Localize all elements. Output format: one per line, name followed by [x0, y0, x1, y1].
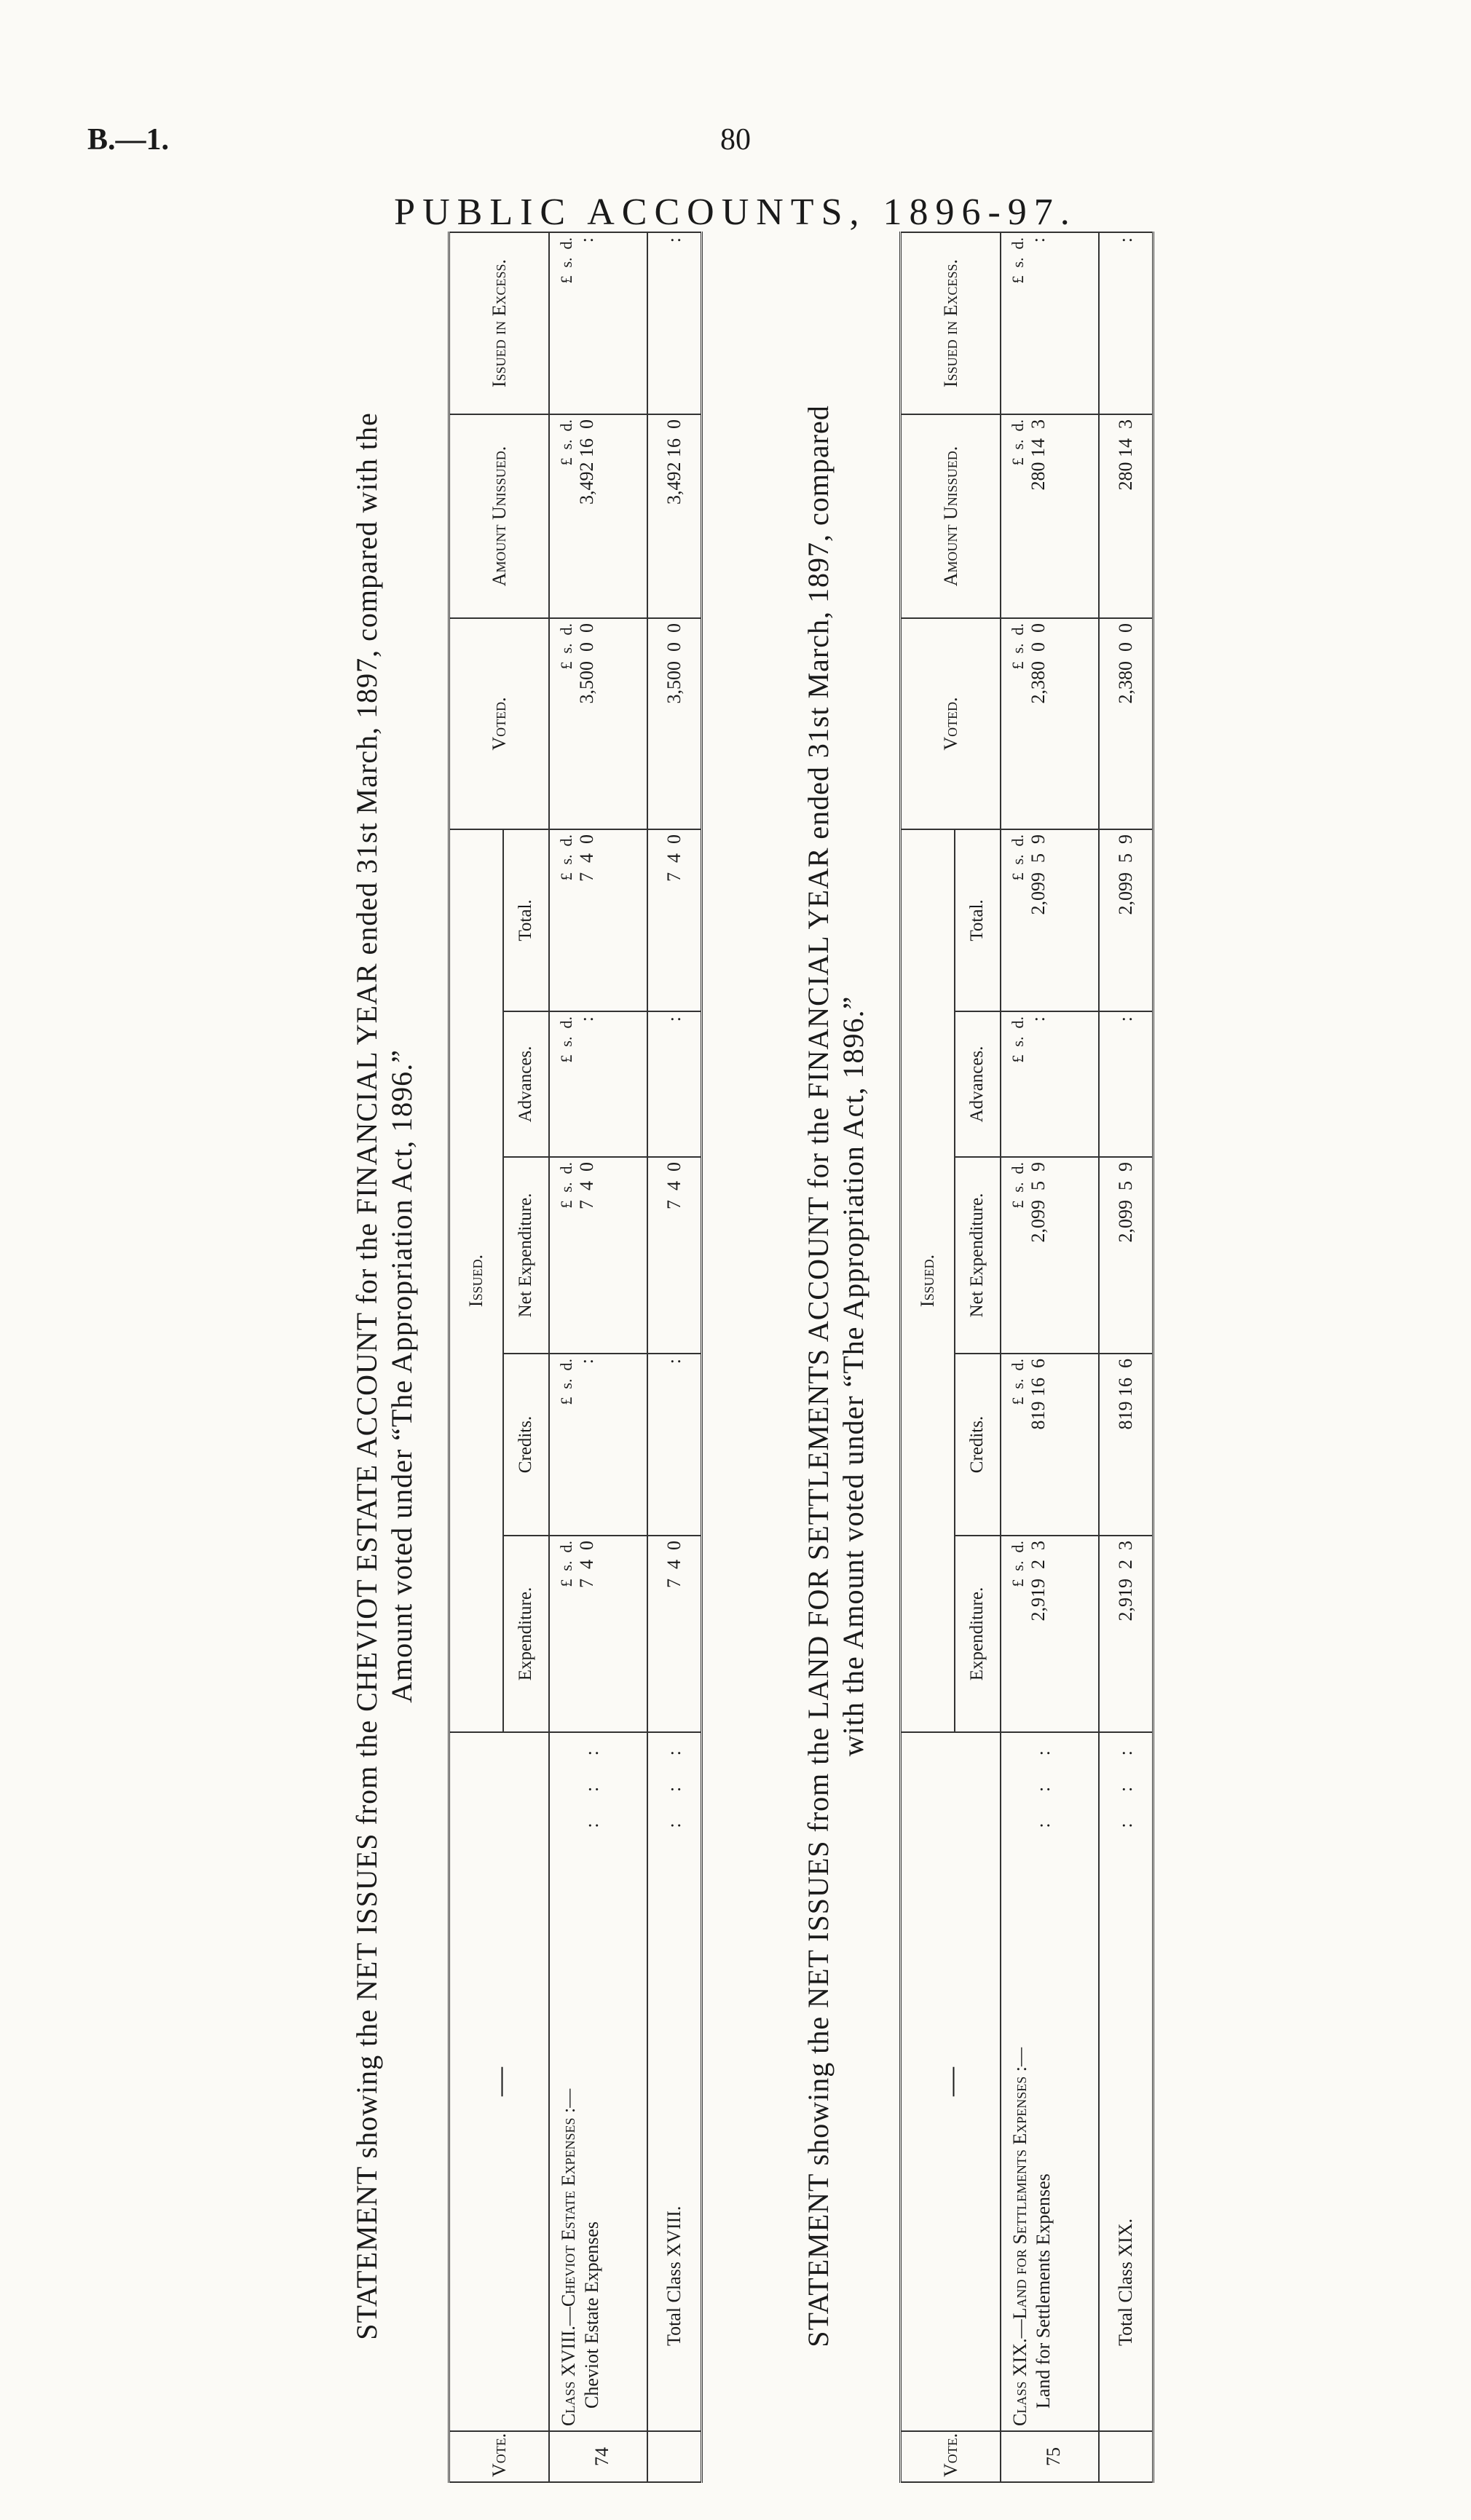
- vote-number: 75: [1001, 2431, 1099, 2482]
- column-header-issued: Issued.: [449, 829, 503, 1732]
- page-header: [0, 0, 1471, 262]
- unit-label: £ s. d.: [1009, 1359, 1028, 1405]
- item-label: Land for Settlements Expenses: [1033, 2173, 1054, 2409]
- total-issued-in-excess: :: [647, 232, 701, 414]
- table-row-item: [1001, 232, 1099, 2482]
- statement-land-for-settlements: [801, 237, 1165, 2490]
- total-voted: 2,380 0 0: [1099, 618, 1153, 829]
- unit-label: £ s. d.: [557, 1016, 576, 1063]
- cell-issued-in-excess: £ s. d. :: [1001, 232, 1099, 414]
- page-title: PUBLIC ACCOUNTS, 1896-97.: [394, 191, 1077, 233]
- table-row-total: [1099, 232, 1153, 2482]
- vote-number: 74: [549, 2431, 647, 2482]
- total-expenditure: 2,919 2 3: [1099, 1536, 1153, 1732]
- cell-voted: £ s. d. 2,380 0 0: [1001, 618, 1099, 829]
- column-header-vote: Vote.: [449, 2431, 550, 2482]
- item-description: [1001, 1732, 1099, 2431]
- total-credits: 819 16 6: [1099, 1354, 1153, 1536]
- statement-table: [899, 232, 1154, 2483]
- column-header-expenditure: Expenditure.: [955, 1536, 1001, 1732]
- unit-label: £ s. d.: [1009, 1162, 1028, 1209]
- cell-total: £ s. d. 7 4 0: [549, 829, 647, 1011]
- total-issued-in-excess: :: [1099, 232, 1153, 414]
- total-label: Total Class XIX.: [1115, 2218, 1137, 2346]
- statement-title: [801, 262, 896, 2490]
- item-description: [549, 1732, 647, 2431]
- statement-title-line-2: with the Amount voted under “The Appropriation Act, 1896.”: [837, 995, 869, 1757]
- cell-credits: £ s. d. :: [549, 1354, 647, 1536]
- unit-label: £ s. d.: [1009, 237, 1028, 284]
- unit-label: £ s. d.: [557, 419, 576, 466]
- column-header-advances: Advances.: [955, 1011, 1001, 1157]
- unit-label: £ s. d.: [557, 237, 576, 284]
- column-header-vote: Vote.: [901, 2431, 1001, 2482]
- vote-cell-empty: [647, 2431, 701, 2482]
- unit-label: £ s. d.: [557, 1359, 576, 1405]
- cell-credits: £ s. d. 819 16 6: [1001, 1354, 1099, 1536]
- class-heading: Class XVIII.—Cheviot Estate Expenses :—: [558, 2088, 580, 2426]
- table-row-total: [647, 232, 701, 2482]
- unit-label: £ s. d.: [557, 1541, 576, 1587]
- cell-net-expenditure: £ s. d. 7 4 0: [549, 1157, 647, 1354]
- column-header-voted: Voted.: [901, 618, 1001, 829]
- table-row-item: [549, 232, 647, 2482]
- unit-label: £ s. d.: [557, 623, 576, 670]
- leader-dots: : : :: [663, 1737, 685, 1828]
- item-label-row: [1032, 1737, 1055, 2426]
- column-header-advances: Advances.: [503, 1011, 549, 1157]
- column-header-expenditure: Expenditure.: [503, 1536, 549, 1732]
- leader-dots: : : :: [581, 1737, 603, 1828]
- total-voted: 3,500 0 0: [647, 618, 701, 829]
- cell-total: £ s. d. 2,099 5 9: [1001, 829, 1099, 1011]
- cell-amount-unissued: £ s. d. 3,492 16 0: [549, 414, 647, 618]
- cell-voted: £ s. d. 3,500 0 0: [549, 618, 647, 829]
- statement-title-line-1: STATEMENT showing the NET ISSUES from the CHEVIOT ESTATE ACCOUNT for the FINANCIAL YEAR ended 31st March, 1897, compared with the: [350, 412, 383, 2340]
- cell-net-expenditure: £ s. d. 2,099 5 9: [1001, 1157, 1099, 1354]
- column-header-description: —: [901, 1732, 1001, 2431]
- leader-dots: : : :: [1115, 1737, 1137, 1828]
- statement-table: [448, 232, 703, 2483]
- item-label-row: [580, 1737, 604, 2426]
- unit-label: £ s. d.: [1009, 1016, 1028, 1063]
- column-header-credits: Credits.: [955, 1354, 1001, 1536]
- total-expenditure: 7 4 0: [647, 1536, 701, 1732]
- cell-amount-unissued: £ s. d. 280 14 3: [1001, 414, 1099, 618]
- document-reference: B.—1.: [87, 123, 170, 157]
- total-label: Total Class XVIII.: [663, 2205, 685, 2346]
- column-header-description: —: [449, 1732, 550, 2431]
- unit-label: £ s. d.: [557, 834, 576, 881]
- statement-title: [350, 262, 444, 2490]
- cell-expenditure: £ s. d. 2,919 2 3: [1001, 1536, 1099, 1732]
- total-amount-unissued: 3,492 16 0: [647, 414, 701, 618]
- column-header-amount-unissued: Amount Unissued.: [901, 414, 1001, 618]
- page-number: 80: [720, 123, 751, 157]
- total-total: 2,099 5 9: [1099, 829, 1153, 1011]
- total-net-expenditure: 2,099 5 9: [1099, 1157, 1153, 1354]
- total-advances: :: [647, 1011, 701, 1157]
- total-label-cell: [647, 1732, 701, 2431]
- unit-label: £ s. d.: [1009, 623, 1028, 670]
- cell-advances: £ s. d. :: [1001, 1011, 1099, 1157]
- column-header-voted: Voted.: [449, 618, 550, 829]
- statement-title-line-1: STATEMENT showing the NET ISSUES from the LAND FOR SETTLEMENTS ACCOUNT for the FINANCIAL YEAR ended 31st March, 1897, compared: [802, 405, 835, 2347]
- vote-cell-empty: [1099, 2431, 1153, 2482]
- cell-issued-in-excess: £ s. d. :: [549, 232, 647, 414]
- unit-label: £ s. d.: [1009, 1541, 1028, 1587]
- unit-label: £ s. d.: [1009, 834, 1028, 881]
- total-amount-unissued: 280 14 3: [1099, 414, 1153, 618]
- leader-dots: : : :: [1033, 1737, 1054, 1828]
- column-header-issued-in-excess: Issued in Excess.: [901, 232, 1001, 414]
- statement-cheviot-estate: [350, 237, 714, 2490]
- total-label-cell: [1099, 1732, 1153, 2431]
- total-credits: :: [647, 1354, 701, 1536]
- column-header-total: Total.: [503, 829, 549, 1011]
- unit-label: £ s. d.: [557, 1162, 576, 1209]
- total-net-expenditure: 7 4 0: [647, 1157, 701, 1354]
- column-header-net-expenditure: Net Expenditure.: [503, 1157, 549, 1354]
- total-total: 7 4 0: [647, 829, 701, 1011]
- class-heading: Class XIX.—Land for Settlements Expenses :—: [1009, 2047, 1031, 2426]
- column-header-issued-in-excess: Issued in Excess.: [449, 232, 550, 414]
- total-advances: :: [1099, 1011, 1153, 1157]
- column-header-net-expenditure: Net Expenditure.: [955, 1157, 1001, 1354]
- item-label: Cheviot Estate Expenses: [581, 2221, 603, 2409]
- cell-advances: £ s. d. :: [549, 1011, 647, 1157]
- column-header-credits: Credits.: [503, 1354, 549, 1536]
- unit-label: £ s. d.: [1009, 419, 1028, 466]
- column-header-issued: Issued.: [901, 829, 955, 1732]
- column-header-amount-unissued: Amount Unissued.: [449, 414, 550, 618]
- column-header-total: Total.: [955, 829, 1001, 1011]
- statement-title-line-2: Amount voted under “The Appropriation Act, 1896.”: [385, 1049, 418, 1703]
- cell-expenditure: £ s. d. 7 4 0: [549, 1536, 647, 1732]
